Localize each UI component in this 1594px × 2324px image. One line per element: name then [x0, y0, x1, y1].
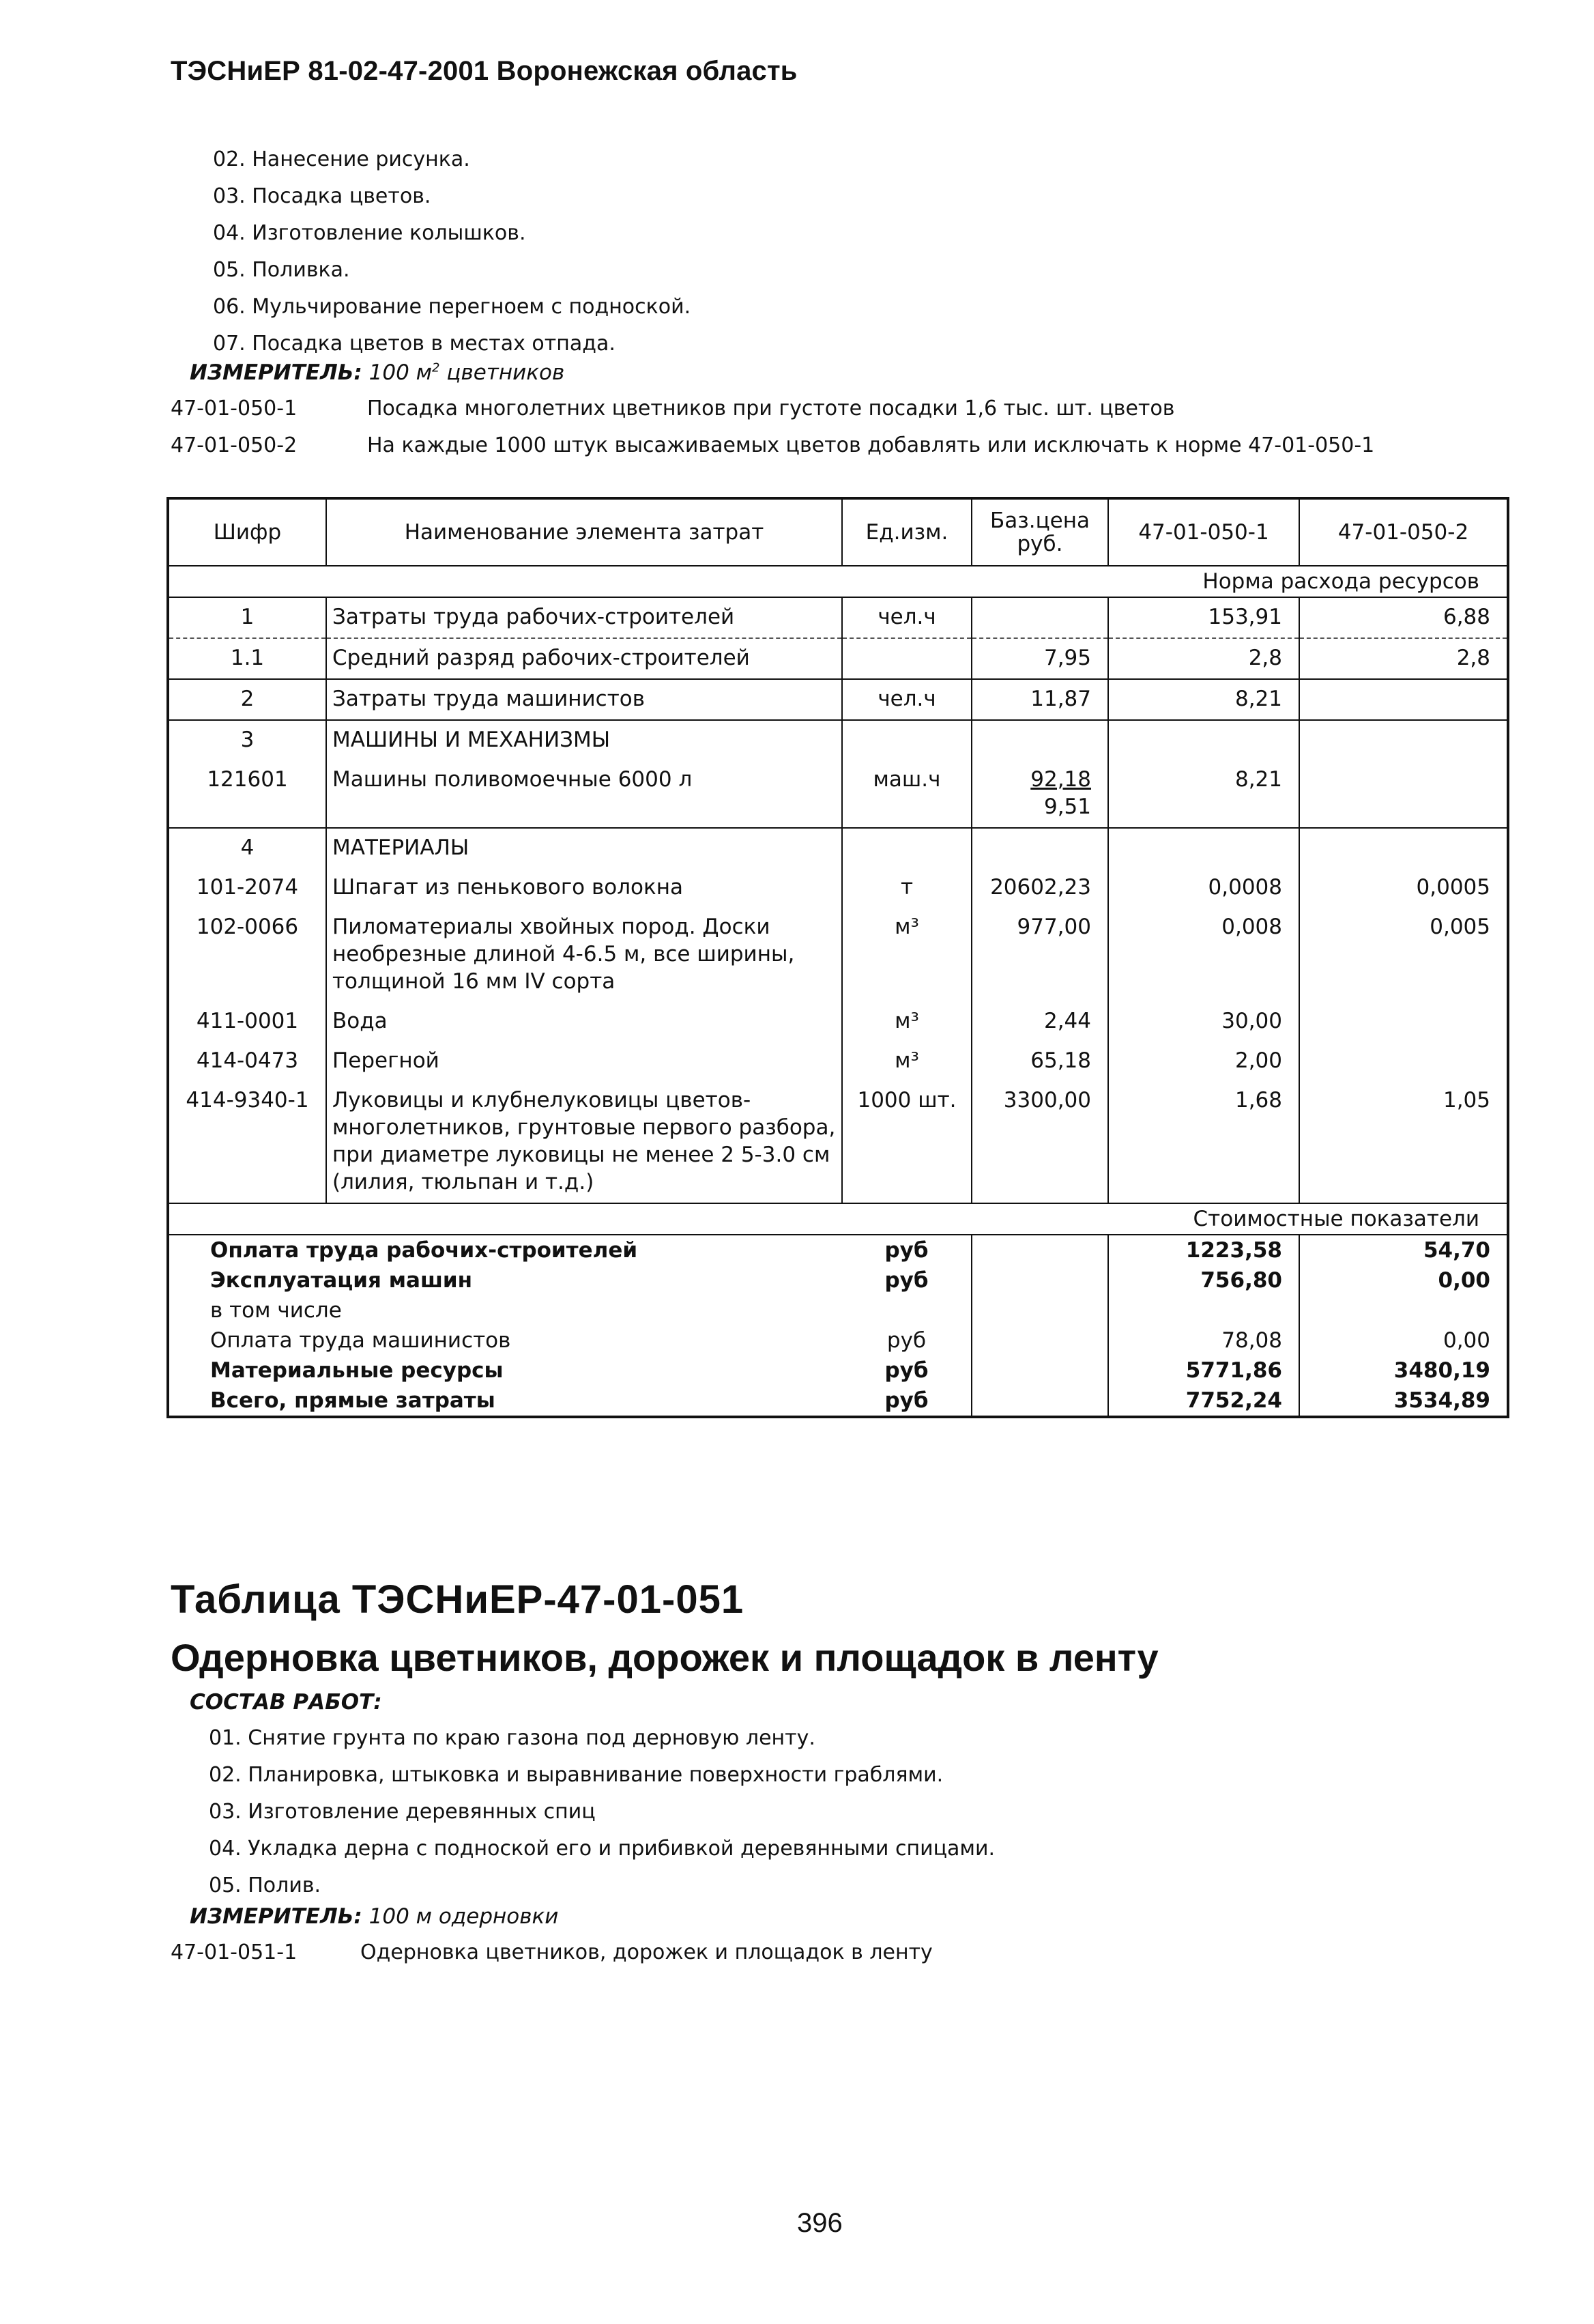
cell-code: 102-0066 — [168, 908, 326, 1002]
cell-price: 7,95 — [972, 638, 1108, 679]
cost-name: Оплата труда рабочих-строителей — [168, 1235, 842, 1265]
measurement-label: ИЗМЕРИТЕЛЬ: — [190, 1904, 362, 1929]
cost-row — [168, 1295, 1508, 1325]
cost-row — [168, 1325, 1508, 1355]
section-title: МАТЕРИАЛЫ — [326, 828, 842, 868]
header-price: Баз.цена руб. — [972, 498, 1108, 566]
cell-price: 11,87 — [972, 679, 1108, 720]
cost-value-1: 1223,58 — [1108, 1235, 1299, 1265]
norm-description: Одерновка цветников, дорожек и площадок в ленту — [360, 1940, 933, 1964]
list-item: 04. Укладка дерна с подноской его и прибивкой деревянными спицами. — [209, 1837, 996, 1861]
cost-name: Всего, прямые затраты — [210, 1388, 495, 1413]
norm-code: 47-01-050-1 — [171, 397, 298, 420]
table-row — [168, 1002, 1508, 1042]
work-composition-list — [209, 1720, 995, 1904]
cell-unit: м³ — [842, 1042, 972, 1081]
cell-name: Средний разряд рабочих-строителей — [326, 638, 842, 679]
cost-row — [168, 1355, 1508, 1386]
cost-unit: руб — [842, 1355, 972, 1386]
cell-code: 1 — [168, 597, 326, 638]
cost-name: Эксплуатация машин — [210, 1268, 473, 1293]
cell-code: 3 — [168, 720, 326, 760]
list-item: 05. Поливка. — [213, 258, 350, 282]
cell-norm-1: 1,68 — [1108, 1081, 1299, 1203]
list-item: 04. Изготовление колышков. — [213, 221, 526, 245]
cell-norm-2 — [1299, 760, 1508, 828]
header-norm-1: 47-01-050-1 — [1108, 498, 1299, 566]
cell-norm-2 — [1299, 1002, 1508, 1042]
cost-value-1: 78,08 — [1108, 1325, 1299, 1355]
table-row — [168, 679, 1508, 720]
cell-norm-2: 0,005 — [1430, 915, 1490, 939]
cell-name: Пиломатериалы хвойных пород. Доски необрезные длиной 4-6.5 м, все ширины, толщиной 16 мм IV сорта — [326, 908, 842, 1002]
cell-code: 101-2074 — [168, 868, 326, 908]
cost-unit: руб — [842, 1325, 972, 1355]
composition-label: СОСТАВ РАБОТ: — [190, 1690, 382, 1715]
cell-code: 411-0001 — [168, 1002, 326, 1042]
cost-unit — [842, 1295, 972, 1325]
cost-value-2: 3480,19 — [1393, 1358, 1490, 1383]
cost-value-1: 5771,86 — [1108, 1355, 1299, 1386]
cost-value-2: 54,70 — [1299, 1235, 1508, 1265]
cell-unit: чел.ч — [842, 597, 972, 638]
cell-unit: 1000 шт. — [842, 1081, 972, 1203]
table-row — [168, 597, 1508, 638]
norm-codes — [171, 1934, 933, 1971]
table-title: Таблица ТЭСНиЕР-47-01-051 — [171, 1577, 744, 1622]
cell-norm-2 — [1299, 679, 1508, 720]
resource-norm-table — [166, 497, 1507, 1418]
cost-name: Оплата труда машинистов — [210, 1328, 511, 1353]
cell-name: Перегной — [326, 1042, 842, 1081]
cell-norm-2: 1,05 — [1443, 1088, 1490, 1113]
cell-price — [972, 597, 1108, 638]
cost-value-1: 756,80 — [1108, 1265, 1299, 1295]
cell-name: Луковицы и клубнелуковицы цветов-многолетников, грунтовые первого разбора, при диаметре луковицы не менее 2 5-3.0 см (лилия, тюльпан и т.д.) — [326, 1081, 842, 1203]
cell-price: 2,44 — [972, 1002, 1108, 1042]
cell-code: 121601 — [168, 760, 326, 828]
header-code: Шифр — [168, 498, 326, 566]
norm-code-row — [171, 427, 1374, 464]
measurement-label: ИЗМЕРИТЕЛЬ: — [190, 360, 362, 385]
measurement-value: 100 м одерновки — [368, 1904, 559, 1929]
cost-unit: руб — [842, 1265, 972, 1295]
cost-unit: руб — [842, 1235, 972, 1265]
cell-norm-1: 153,91 — [1108, 597, 1299, 638]
page-number: 396 — [797, 2208, 843, 2238]
norm-code: 47-01-051-1 — [171, 1940, 298, 1964]
cell-code: 414-9340-1 — [168, 1081, 326, 1203]
cell-norm-1: 2,8 — [1108, 638, 1299, 679]
cost-value-2: 0,00 — [1438, 1268, 1490, 1293]
cell-name: Затраты труда машинистов — [326, 679, 842, 720]
list-item: 02. Нанесение рисунка. — [213, 147, 470, 171]
cell-name: Машины поливомоечные 6000 л — [326, 760, 842, 828]
cell-unit: чел.ч — [842, 679, 972, 720]
cost-value-2 — [1299, 1295, 1508, 1325]
cell-price: 20602,23 — [972, 868, 1108, 908]
measurement-value: 100 м — [368, 360, 433, 385]
section-title: МАШИНЫ И МЕХАНИЗМЫ — [326, 720, 842, 760]
table-row — [168, 638, 1508, 679]
list-item: 05. Полив. — [209, 1874, 321, 1897]
cell-norm-1: 2,00 — [1108, 1042, 1299, 1081]
measurement-unit — [190, 360, 564, 385]
cost-value-1: 7752,24 — [1108, 1386, 1299, 1417]
norm-code: 47-01-050-2 — [171, 433, 298, 457]
header-norm-2: 47-01-050-2 — [1299, 498, 1508, 566]
table-subtitle: Одерновка цветников, дорожек и площадок в ленту — [171, 1636, 1159, 1679]
table-row — [168, 1042, 1508, 1081]
price-secondary: 9,51 — [1043, 794, 1091, 819]
header-name: Наименование элемента затрат — [326, 498, 842, 566]
measurement-unit — [190, 1904, 558, 1929]
cell-price: 65,18 — [972, 1042, 1108, 1081]
list-item: 07. Посадка цветов в местах отпада. — [213, 332, 615, 356]
norm-code-row — [171, 390, 1374, 427]
cell-name: Затраты труда рабочих-строителей — [326, 597, 842, 638]
norm-code-row — [171, 1934, 933, 1971]
cell-norm-1: 0,0008 — [1108, 868, 1299, 908]
header-unit: Ед.изм. — [842, 498, 972, 566]
cell-code: 1.1 — [168, 638, 326, 679]
cost-row — [168, 1235, 1508, 1265]
section-row — [168, 720, 1508, 760]
table-row — [168, 760, 1508, 828]
cell-price: 977,00 — [972, 908, 1108, 1002]
list-item: 03. Изготовление деревянных спиц — [209, 1800, 596, 1824]
cell-price — [972, 760, 1108, 828]
list-item: 01. Снятие грунта по краю газона под дерновую ленту. — [209, 1726, 815, 1750]
list-item: 03. Посадка цветов. — [213, 184, 431, 208]
cell-norm-2 — [1299, 1042, 1508, 1081]
cell-unit — [842, 638, 972, 679]
cost-unit: руб — [842, 1386, 972, 1417]
cost-value-2: 0,00 — [1443, 1328, 1490, 1353]
cell-norm-1: 8,21 — [1108, 760, 1299, 828]
cell-norm-2: 2,8 — [1299, 638, 1508, 679]
norm-table — [166, 497, 1509, 1418]
cell-unit: м³ — [842, 908, 972, 1002]
list-item: 06. Мульчирование перегноем с подноской. — [213, 295, 691, 319]
cost-row — [168, 1265, 1508, 1295]
cell-norm-1: 0,008 — [1108, 908, 1299, 1002]
cell-name: Шпагат из пенькового волокна — [326, 868, 842, 908]
cost-value-2: 3534,89 — [1393, 1388, 1490, 1413]
price-primary: 92,18 — [1030, 767, 1091, 792]
cell-code: 2 — [168, 679, 326, 720]
cell-norm-1: 8,21 — [1108, 679, 1299, 720]
cell-code: 414-0473 — [168, 1042, 326, 1081]
document-header: ТЭСНиЕР 81-02-47-2001 Воронежская область — [171, 56, 798, 86]
cell-norm-2: 0,0005 — [1416, 875, 1490, 900]
table-row — [168, 908, 1508, 1002]
cell-norm-2: 6,88 — [1299, 597, 1508, 638]
cell-unit: т — [842, 868, 972, 908]
cell-code: 4 — [168, 828, 326, 868]
list-item: 02. Планировка, штыковка и выравнивание поверхности граблями. — [209, 1763, 944, 1787]
table-row — [168, 1081, 1508, 1203]
norm-description: Посадка многолетних цветников при густоте посадки 1,6 тыс. шт. цветов — [367, 397, 1175, 420]
cell-norm-1: 30,00 — [1108, 1002, 1299, 1042]
measurement-sup: 2 — [432, 360, 440, 375]
cost-caption: Стоимостные показатели — [168, 1203, 1508, 1235]
table-row — [168, 868, 1508, 908]
cost-name: в том числе — [210, 1298, 342, 1323]
cell-unit: м³ — [842, 1002, 972, 1042]
cost-row — [168, 1386, 1508, 1417]
cost-value-1 — [1108, 1295, 1299, 1325]
cost-name: Материальные ресурсы — [210, 1358, 504, 1383]
section-row — [168, 828, 1508, 868]
norm-codes — [171, 390, 1374, 464]
cell-price: 3300,00 — [972, 1081, 1108, 1203]
measurement-tail: цветников — [439, 360, 565, 385]
cell-name: Вода — [326, 1002, 842, 1042]
cell-unit: маш.ч — [842, 760, 972, 828]
norm-description: На каждые 1000 штук высаживаемых цветов добавлять или исключать к норме 47-01-050-1 — [367, 433, 1375, 457]
norm-caption: Норма расхода ресурсов — [1202, 569, 1479, 594]
work-composition-list — [213, 141, 691, 362]
